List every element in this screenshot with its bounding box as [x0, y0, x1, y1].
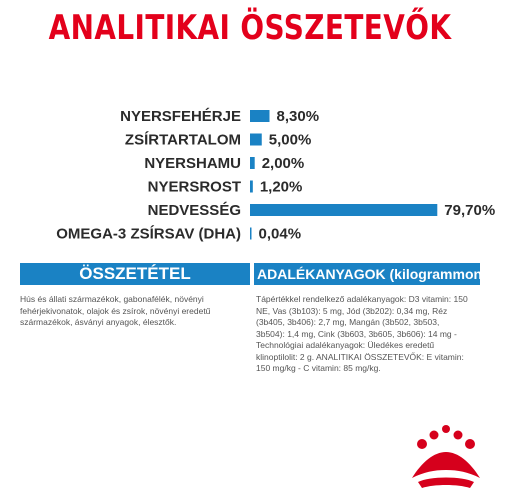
bar	[250, 181, 253, 193]
value-label: 8,30%	[276, 108, 320, 125]
bar	[250, 228, 252, 240]
category-label: NYERSHAMU	[144, 155, 241, 172]
category-label: OMEGA-3 ZSÍRSAV (DHA)	[56, 225, 241, 243]
value-label: 79,70%	[444, 202, 496, 219]
bar	[250, 134, 262, 146]
category-label: ZSÍRTARTALOM	[124, 131, 241, 149]
value-label: 1,20%	[259, 178, 303, 196]
analytical-bar-chart	[0, 100, 500, 250]
category-label: NYERSFEHÉRJE	[120, 108, 241, 125]
royal-canin-crown-icon	[404, 422, 488, 492]
value-label: 2,00%	[261, 155, 305, 172]
chart-title: ANALITIKAI ÖSSZETEVŐK	[48, 8, 452, 48]
bar	[250, 157, 255, 169]
bar	[250, 204, 437, 216]
value-label: 5,00%	[268, 131, 312, 149]
additives-text: Tápértékkel rendelkező adalékanyagok: D3 vitamin: 150 NE, Vas (3b103): 5 mg, Jód (3b202): 0,34 mg, Réz (3b405, 3b406): 2,7 mg, Mangán (3b502, 3b503, 3b504): 1,4 mg, Cink (3b603, 3b605, 3b606): 14 mg - Technológiai adalékanyagok: Üledékes eredetű klinoptilolit: 2 g. ANALITIKAI ÖSSZETEVŐK: E vitamin: 150 mg/kg - C vitamin: 85 mg/kg.	[256, 294, 468, 373]
bar	[250, 110, 270, 122]
value-label: 0,04%	[258, 225, 302, 243]
category-label: NYERSROST	[147, 178, 241, 196]
category-label: NEDVESSÉG	[147, 202, 241, 219]
composition-header: ÖSSZETÉTEL	[20, 263, 250, 285]
additives-header: ADALÉKANYAGOK (kilogrammonként)	[254, 263, 480, 285]
composition-text: Hús és állati származékok, gabonafélék, növényi fehérjekivonatok, olajok és zsírok, növényi eredetű származékok, ásványi anyagok, élesztők.	[20, 294, 211, 327]
